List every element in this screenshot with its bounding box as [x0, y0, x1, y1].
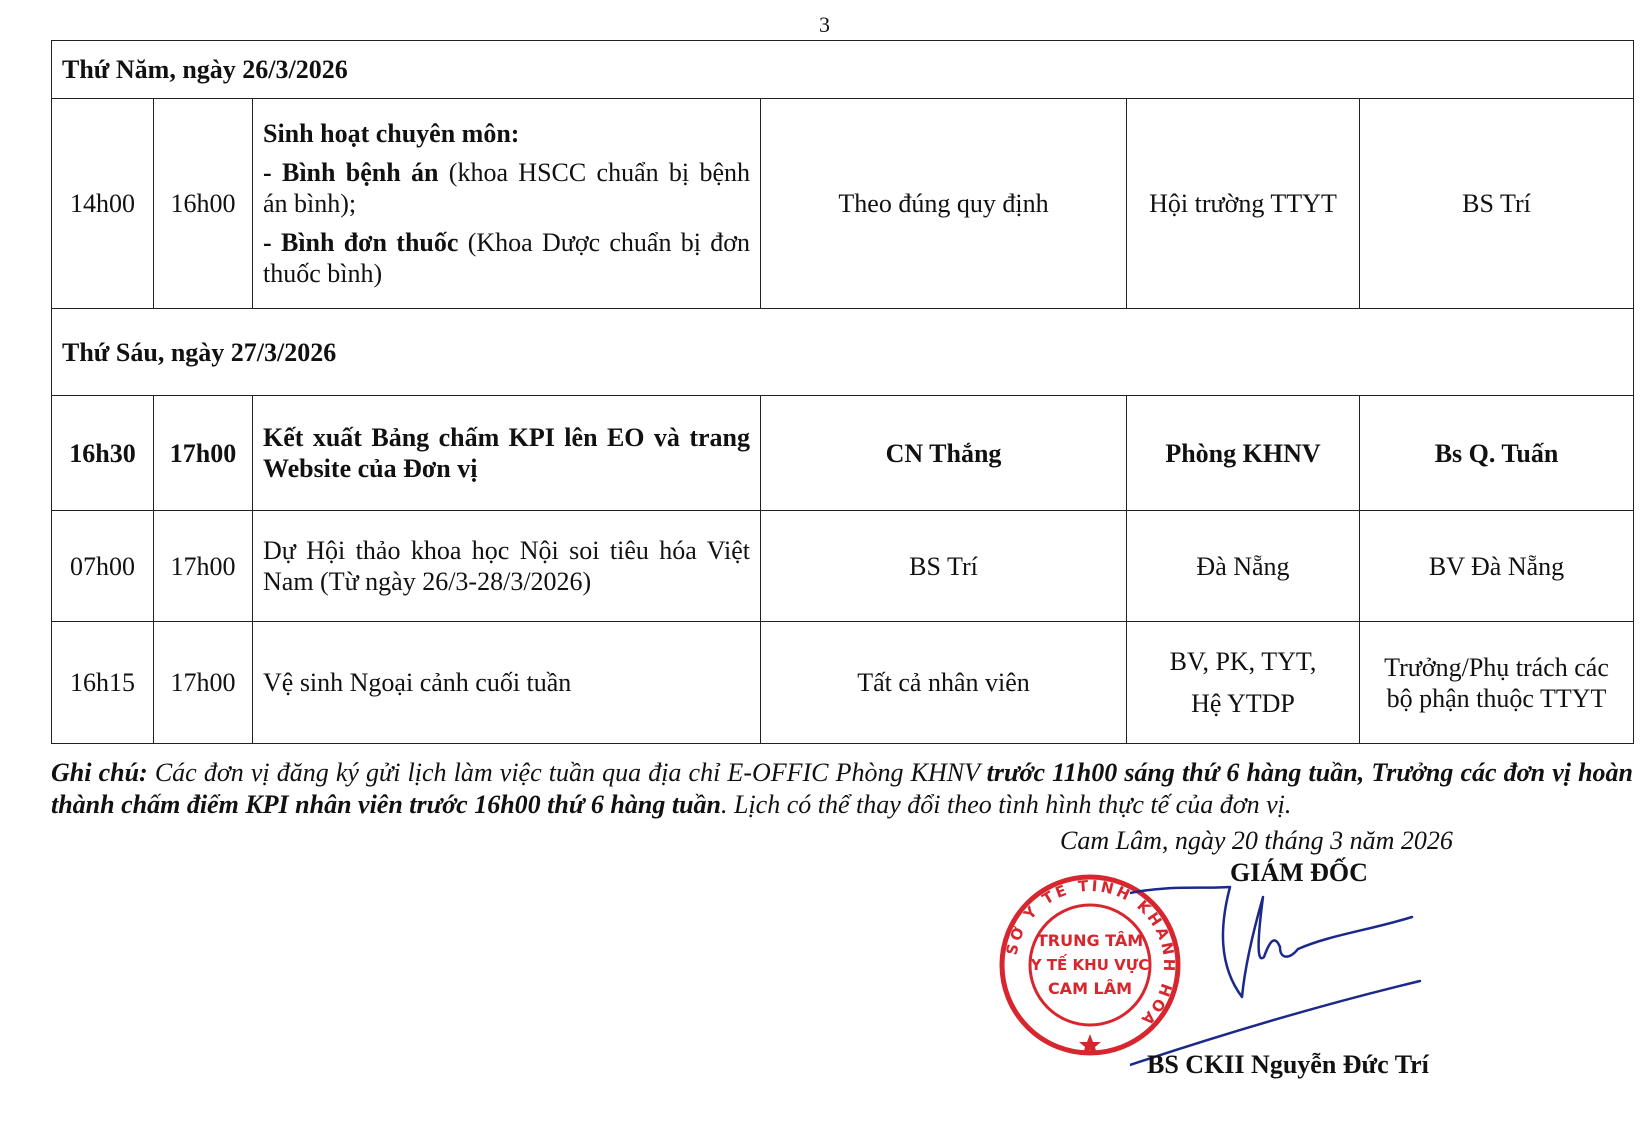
activity-content: Dự Hội thảo khoa học Nội soi tiêu hóa Việt Nam (Từ ngày 26/3-28/3/2026) — [253, 511, 761, 622]
participants: Tất cả nhân viên — [761, 622, 1127, 744]
director-title: GIÁM ĐỐC — [1230, 858, 1368, 887]
content-item-text: (Khoa Dược chuẩn bị đơn thuốc bình) — [263, 228, 751, 288]
day-header: Thứ Năm, ngày 26/3/2026 — [52, 41, 1634, 99]
lead: BV Đà Nẵng — [1360, 511, 1634, 622]
note-emphasis: trước 11h00 sáng thứ 6 hàng tuần, Trưởng các đơn vị hoàn thành chấm điểm KPI nhân viên trước 16h00 thứ 6 hàng tuần — [51, 758, 1634, 819]
location-line: BV, PK, TYT, — [1169, 646, 1317, 676]
day-header-row — [52, 309, 1634, 396]
lead: Bs Q. Tuấn — [1360, 396, 1634, 511]
lead: Trưởng/Phụ trách các bộ phận thuộc TTYT — [1360, 622, 1634, 744]
content-item — [263, 227, 750, 289]
note-text: . Lịch có thể thay đổi theo tình hình thực tế của đơn vị. — [721, 790, 1292, 819]
note-label: Ghi chú: — [51, 758, 148, 787]
day-header: Thứ Sáu, ngày 27/3/2026 — [52, 309, 1634, 396]
start-time: 16h15 — [52, 622, 154, 744]
start-time: 14h00 — [52, 99, 154, 309]
end-time: 17h00 — [154, 396, 253, 511]
stamp-line: TRUNG TÂM — [1036, 931, 1144, 950]
lead: BS Trí — [1360, 99, 1634, 309]
page-number: 3 — [819, 12, 830, 37]
content-item — [263, 157, 750, 219]
participants: BS Trí — [761, 511, 1127, 622]
activity-content: Kết xuất Bảng chấm KPI lên EO và trang Website của Đơn vị — [253, 396, 761, 511]
table-row — [52, 99, 1634, 309]
end-time: 17h00 — [154, 511, 253, 622]
end-time: 17h00 — [154, 622, 253, 744]
stamp-outer-text: SỞ Y TẾ TỈNH KHÁNH HÒA — [1002, 876, 1179, 1031]
content-item-text: (khoa HSCC chuẩn bị bệnh án bình); — [263, 158, 750, 218]
end-time: 16h00 — [154, 99, 253, 309]
location — [1127, 622, 1360, 744]
location: Đà Nẵng — [1127, 511, 1360, 622]
participants: Theo đúng quy định — [761, 99, 1127, 309]
table-row — [52, 622, 1634, 744]
table-row — [52, 511, 1634, 622]
location: Hội trường TTYT — [1127, 99, 1360, 309]
place-date: Cam Lâm, ngày 20 tháng 3 năm 2026 — [1060, 826, 1453, 855]
stamp-line: CAM LÂM — [1047, 979, 1133, 998]
content-item-bold: - Bình đơn thuốc — [263, 228, 459, 257]
stamp-line: Y TẾ KHU VỰC — [1030, 956, 1150, 974]
start-time: 07h00 — [52, 511, 154, 622]
activity-content — [253, 99, 761, 309]
start-time: 16h30 — [52, 396, 154, 511]
content-item-bold: - Bình bệnh án — [263, 158, 439, 187]
location: Phòng KHNV — [1127, 396, 1360, 511]
signer-name: BS CKII Nguyễn Đức Trí — [1147, 1050, 1429, 1079]
note — [51, 757, 1633, 821]
day-header-row — [52, 41, 1634, 99]
activity-content: Vệ sinh Ngoại cảnh cuối tuần — [253, 622, 761, 744]
participants: CN Thắng — [761, 396, 1127, 511]
schedule-table — [51, 40, 1634, 744]
table-row — [52, 396, 1634, 511]
handwritten-signature-icon — [1130, 885, 1450, 1075]
note-text: Các đơn vị đăng ký gửi lịch làm việc tuần qua địa chỉ E-OFFIC Phòng KHNV — [147, 758, 987, 787]
location-line: Hệ YTDP — [1191, 688, 1295, 718]
content-title: Sinh hoạt chuyên môn: — [263, 119, 520, 148]
